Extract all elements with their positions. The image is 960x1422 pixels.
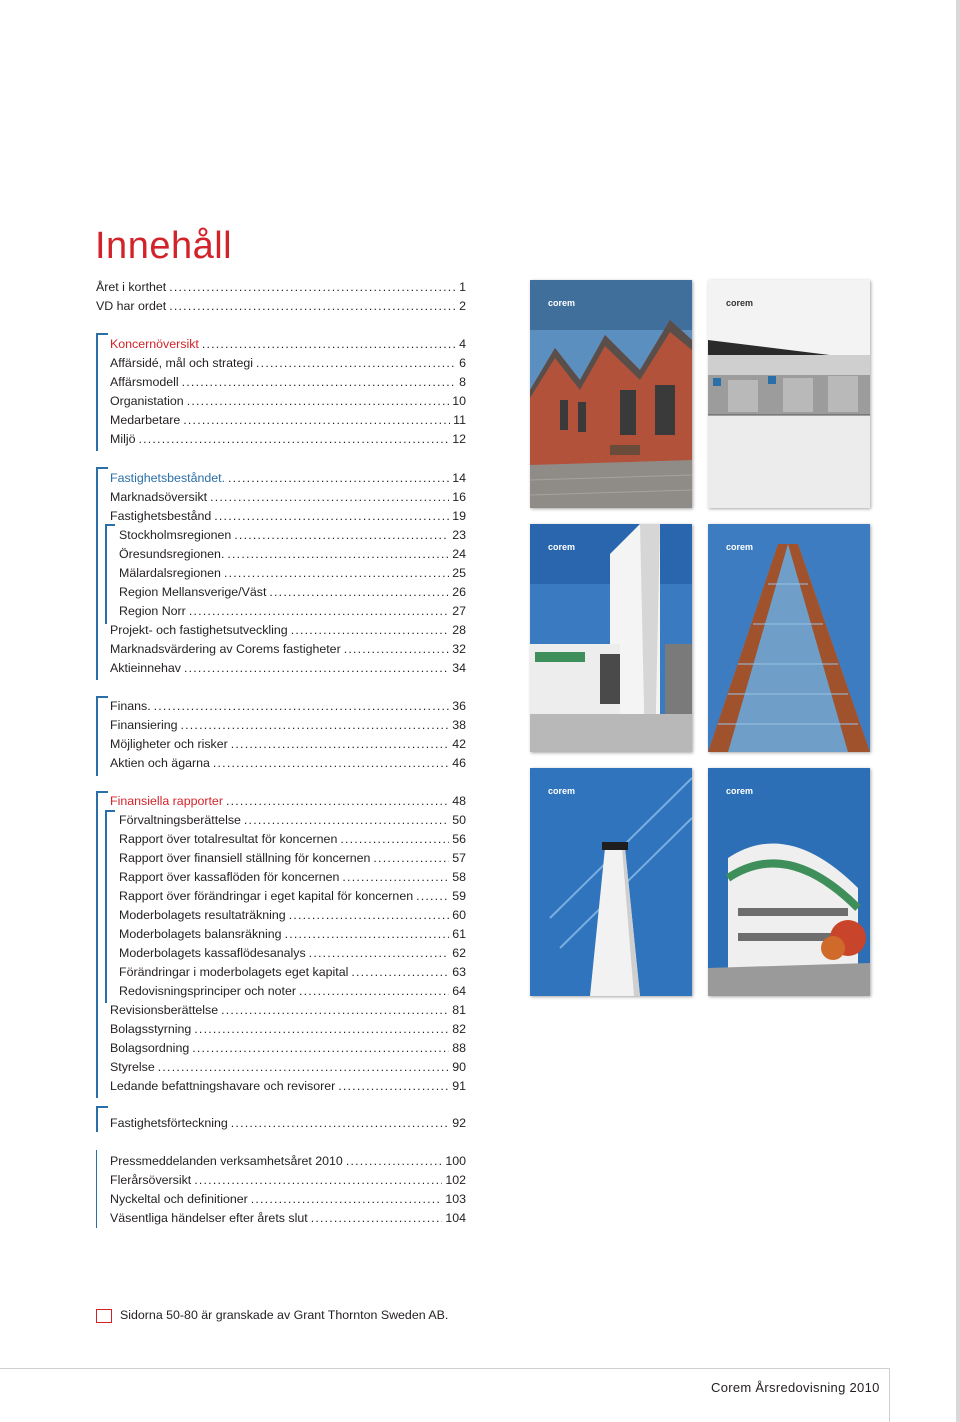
cover-image-4 [708, 524, 870, 752]
toc-dot-leader [269, 583, 449, 602]
toc-entry-label: Moderbolagets resultaträkning [119, 908, 286, 922]
toc-entry[interactable] [110, 430, 466, 449]
toc-entry-page: 46 [452, 756, 466, 770]
toc-entry-page: 91 [452, 1079, 466, 1093]
toc-entry[interactable] [110, 621, 466, 640]
toc-entry[interactable] [110, 373, 466, 392]
toc-entry-page: 19 [452, 509, 466, 523]
toc-entry-label: Möjligheter och risker [110, 737, 228, 751]
toc-entry-page: 90 [452, 1060, 466, 1074]
toc-entry-page: 102 [445, 1173, 466, 1187]
group-bracket [96, 333, 108, 451]
toc-entry-label: Stockholmsregionen [119, 528, 232, 542]
toc-entry[interactable] [110, 411, 466, 430]
chimney-illustration [530, 768, 692, 996]
toc-entry-page: 88 [452, 1041, 466, 1055]
toc-dot-leader [416, 887, 449, 906]
toc-dot-leader [346, 1152, 443, 1171]
toc-entry-label: Revisionsberättelse [110, 1003, 219, 1017]
toc-entry-page: 14 [452, 471, 466, 485]
toc-entry-label: Fastighetsbeståndet. [110, 471, 226, 485]
glass-tower-illustration [708, 524, 870, 752]
toc-entry-label: Organistation [110, 394, 184, 408]
toc-entry[interactable] [110, 1001, 466, 1020]
toc-dot-leader [251, 1190, 443, 1209]
toc-entry-label: Marknadsöversikt [110, 490, 208, 504]
group-bracket [96, 1106, 108, 1132]
toc-dot-leader [189, 602, 449, 621]
toc-entry-label: Aktieinnehav [110, 661, 181, 675]
cover-brand: corem [726, 542, 754, 552]
toc-entry-label: Styrelse [110, 1060, 155, 1074]
toc-entry-page: 103 [445, 1192, 466, 1206]
toc-dot-leader [192, 1039, 449, 1058]
page-title: Innehåll [95, 225, 233, 267]
toc-entry-label: Affärsidé, mål och strategi [110, 356, 254, 370]
toc-dot-leader [183, 411, 450, 430]
toc-entry-label: Finansiella rapporter [110, 794, 223, 808]
toc-entry-page: 23 [452, 528, 466, 542]
toc-entry-page: 34 [452, 661, 466, 675]
cover-brand: corem [548, 542, 576, 552]
toc-entry-label: Finans. [110, 699, 151, 713]
toc-entry-page: 63 [452, 965, 466, 979]
toc-entry-page: 4 [459, 337, 466, 351]
toc-entry-page: 62 [452, 946, 466, 960]
toc-entry-label: Marknadsvärdering av Corems fastigheter [110, 642, 341, 656]
subgroup-bracket [105, 810, 115, 1003]
toc-dot-leader [138, 430, 449, 449]
toc-entry-page: 28 [452, 623, 466, 637]
toc-entry[interactable] [110, 1039, 466, 1058]
toc-entry[interactable] [119, 849, 466, 868]
toc-entry-page: 57 [452, 851, 466, 865]
page-edge [956, 0, 960, 1422]
toc-entry[interactable] [110, 335, 466, 354]
toc-entry[interactable] [110, 754, 466, 773]
toc-entry[interactable] [110, 1152, 466, 1171]
toc-entry-label: Pressmeddelanden verksamhetsåret 2010 [110, 1154, 343, 1168]
toc-entry-label: Mälardalsregionen [119, 566, 221, 580]
toc-entry-page: 92 [452, 1116, 466, 1130]
toc-entry-label: Rapport över totalresultat för koncernen [119, 832, 338, 846]
cover-image-1 [530, 280, 692, 508]
toc-dot-leader [311, 1209, 443, 1228]
toc-entry-page: 100 [445, 1154, 466, 1168]
toc-entry[interactable] [119, 564, 466, 583]
toc-entry-label: Aktien och ägarna [110, 756, 210, 770]
toc-entry[interactable] [110, 1020, 466, 1039]
toc-entry-page: 32 [452, 642, 466, 656]
toc-entry[interactable] [110, 507, 466, 526]
toc-dot-leader [342, 868, 449, 887]
toc-dot-leader [289, 906, 450, 925]
toc-entry[interactable] [110, 716, 466, 735]
toc-entry[interactable] [119, 545, 466, 564]
toc-entry[interactable] [110, 1190, 466, 1209]
toc-entry[interactable] [96, 278, 466, 297]
toc-entry-label: Medarbetare [110, 413, 181, 427]
toc-dot-leader [285, 925, 450, 944]
toc-entry-page: 82 [452, 1022, 466, 1036]
toc-entry-label: Året i korthet [96, 280, 167, 294]
toc-entry-label: Moderbolagets kassaflödesanalys [119, 946, 306, 960]
toc-dot-leader [210, 488, 449, 507]
toc-entry[interactable] [110, 1209, 466, 1228]
toc-entry[interactable] [119, 602, 466, 621]
toc-entry-label: Finansiering [110, 718, 178, 732]
toc-entry-page: 59 [452, 889, 466, 903]
toc-entry[interactable] [96, 297, 466, 316]
toc-entry-label: Väsentliga händelser efter årets slut [110, 1211, 308, 1225]
toc-entry-label: Flerårsöversikt [110, 1173, 192, 1187]
toc-dot-leader [169, 278, 456, 297]
toc-entry[interactable] [110, 697, 466, 716]
toc-dot-leader [344, 640, 450, 659]
warehouse-illustration [708, 280, 870, 508]
toc-entry-label: Region Mellansverige/Väst [119, 585, 267, 599]
toc-dot-leader [187, 392, 450, 411]
toc-entry-label: Miljö [110, 432, 136, 446]
cover-brand: corem [548, 298, 576, 308]
toc-entry-page: 61 [452, 927, 466, 941]
toc-dot-leader [234, 526, 449, 545]
toc-dot-leader [226, 792, 449, 811]
toc-entry-label: Affärsmodell [110, 375, 179, 389]
toc-entry[interactable] [110, 640, 466, 659]
toc-dot-leader [351, 963, 449, 982]
toc-dot-leader [213, 754, 449, 773]
toc-dot-leader [231, 1114, 449, 1133]
toc-entry-label: Bolagsordning [110, 1041, 190, 1055]
toc-entry-page: 26 [452, 585, 466, 599]
cover-image-2 [708, 280, 870, 508]
toc-entry[interactable] [119, 830, 466, 849]
toc-entry-label: Redovisningsprinciper och noter [119, 984, 297, 998]
toc-entry[interactable] [110, 354, 466, 373]
toc-entry[interactable] [119, 963, 466, 982]
toc-entry-page: 42 [452, 737, 466, 751]
toc-entry-page: 81 [452, 1003, 466, 1017]
toc-entry[interactable] [119, 906, 466, 925]
toc-dot-leader [291, 621, 450, 640]
toc-entry-page: 60 [452, 908, 466, 922]
toc-entry-page: 27 [452, 604, 466, 618]
toc-entry[interactable] [119, 811, 466, 830]
toc-entry[interactable] [119, 944, 466, 963]
toc-dot-leader [373, 849, 449, 868]
toc-entry[interactable] [110, 1114, 466, 1133]
toc-entry-page: 25 [452, 566, 466, 580]
toc-entry-label: Koncernöversikt [110, 337, 199, 351]
table-of-contents [0, 0, 480, 1250]
toc-entry-page: 36 [452, 699, 466, 713]
toc-entry[interactable] [119, 583, 466, 602]
toc-dot-leader [256, 354, 456, 373]
cover-brand: corem [726, 786, 754, 796]
toc-dot-leader [299, 982, 449, 1001]
footer-title: Corem Årsredovisning 2010 [711, 1380, 880, 1395]
toc-entry[interactable] [110, 659, 466, 678]
toc-dot-leader [227, 545, 449, 564]
toc-dot-leader [224, 564, 449, 583]
toc-entry-page: 6 [459, 356, 466, 370]
toc-entry-page: 12 [452, 432, 466, 446]
toc-entry[interactable] [110, 1171, 466, 1190]
toc-entry-label: Rapport över kassaflöden för koncernen [119, 870, 340, 884]
toc-entry-page: 48 [452, 794, 466, 808]
footer-divider [0, 1368, 890, 1369]
toc-entry-page: 38 [452, 718, 466, 732]
toc-entry[interactable] [110, 488, 466, 507]
toc-dot-leader [169, 297, 456, 316]
toc-entry-page: 11 [453, 413, 466, 427]
footer-divider-vertical [889, 1368, 890, 1422]
toc-entry-page: 64 [452, 984, 466, 998]
toc-entry-label: Bolagsstyrning [110, 1022, 192, 1036]
group-bracket [96, 696, 108, 776]
toc-entry-label: Region Norr [119, 604, 186, 618]
white-building-illustration [530, 524, 692, 752]
toc-entry-page: 58 [452, 870, 466, 884]
cover-image-3 [530, 524, 692, 752]
toc-dot-leader [154, 697, 450, 716]
toc-dot-leader [309, 944, 450, 963]
toc-dot-leader [182, 373, 456, 392]
toc-entry-label: Förvaltningsberättelse [119, 813, 241, 827]
brick-building-illustration [530, 280, 692, 508]
toc-entry[interactable] [119, 887, 466, 906]
toc-entry-label: Moderbolagets balansräkning [119, 927, 282, 941]
toc-entry-label: Ledande befattningshavare och revisorer [110, 1079, 336, 1093]
note-marker [96, 1309, 112, 1323]
toc-dot-leader [194, 1020, 449, 1039]
toc-entry-page: 50 [452, 813, 466, 827]
toc-entry-label: Öresundsregionen. [119, 547, 225, 561]
toc-entry[interactable] [110, 1077, 466, 1096]
toc-entry-page: 1 [459, 280, 466, 294]
toc-entry[interactable] [119, 868, 466, 887]
toc-entry-label: Fastighetsförteckning [110, 1116, 228, 1130]
toc-dot-leader [228, 469, 449, 488]
toc-entry[interactable] [110, 735, 466, 754]
curved-building-illustration [708, 768, 870, 996]
toc-entry-page: 2 [459, 299, 466, 313]
toc-entry-page: 10 [452, 394, 466, 408]
cover-brand: corem [548, 786, 576, 796]
toc-dot-leader [184, 659, 449, 678]
toc-entry-page: 16 [452, 490, 466, 504]
toc-entry[interactable] [110, 392, 466, 411]
toc-entry-page: 24 [452, 547, 466, 561]
toc-entry[interactable] [119, 526, 466, 545]
subgroup-bracket [105, 524, 115, 624]
toc-dot-leader [194, 1171, 442, 1190]
toc-entry-label: Nyckeltal och definitioner [110, 1192, 248, 1206]
toc-entry-label: Förändringar i moderbolagets eget kapital [119, 965, 349, 979]
toc-dot-leader [340, 830, 449, 849]
toc-entry-label: VD har ordet [96, 299, 167, 313]
toc-entry-label: Rapport över finansiell ställning för koncernen [119, 851, 371, 865]
toc-entry-page: 104 [445, 1211, 466, 1225]
toc-entry[interactable] [110, 792, 466, 811]
toc-dot-leader [202, 335, 456, 354]
toc-entry[interactable] [110, 469, 466, 488]
audit-note: Sidorna 50-80 är granskade av Grant Thornton Sweden AB. [120, 1308, 449, 1322]
toc-entry-page: 56 [452, 832, 466, 846]
toc-entry-label: Fastighetsbestånd [110, 509, 212, 523]
toc-dot-leader [181, 716, 450, 735]
toc-entry-page: 8 [459, 375, 466, 389]
toc-dot-leader [214, 507, 449, 526]
toc-dot-leader [221, 1001, 449, 1020]
toc-dot-leader [231, 735, 449, 754]
cover-image-6 [708, 768, 870, 996]
toc-entry[interactable] [119, 925, 466, 944]
toc-entry[interactable] [110, 1058, 466, 1077]
toc-dot-leader [158, 1058, 449, 1077]
toc-dot-leader [338, 1077, 449, 1096]
toc-entry-label: Rapport över förändringar i eget kapital för koncernen [119, 889, 414, 903]
cover-image-5 [530, 768, 692, 996]
toc-entry[interactable] [119, 982, 466, 1001]
toc-entry-label: Projekt- och fastighetsutveckling [110, 623, 288, 637]
toc-dot-leader [244, 811, 449, 830]
group-bracket [96, 1150, 97, 1228]
cover-brand: corem [726, 298, 754, 308]
